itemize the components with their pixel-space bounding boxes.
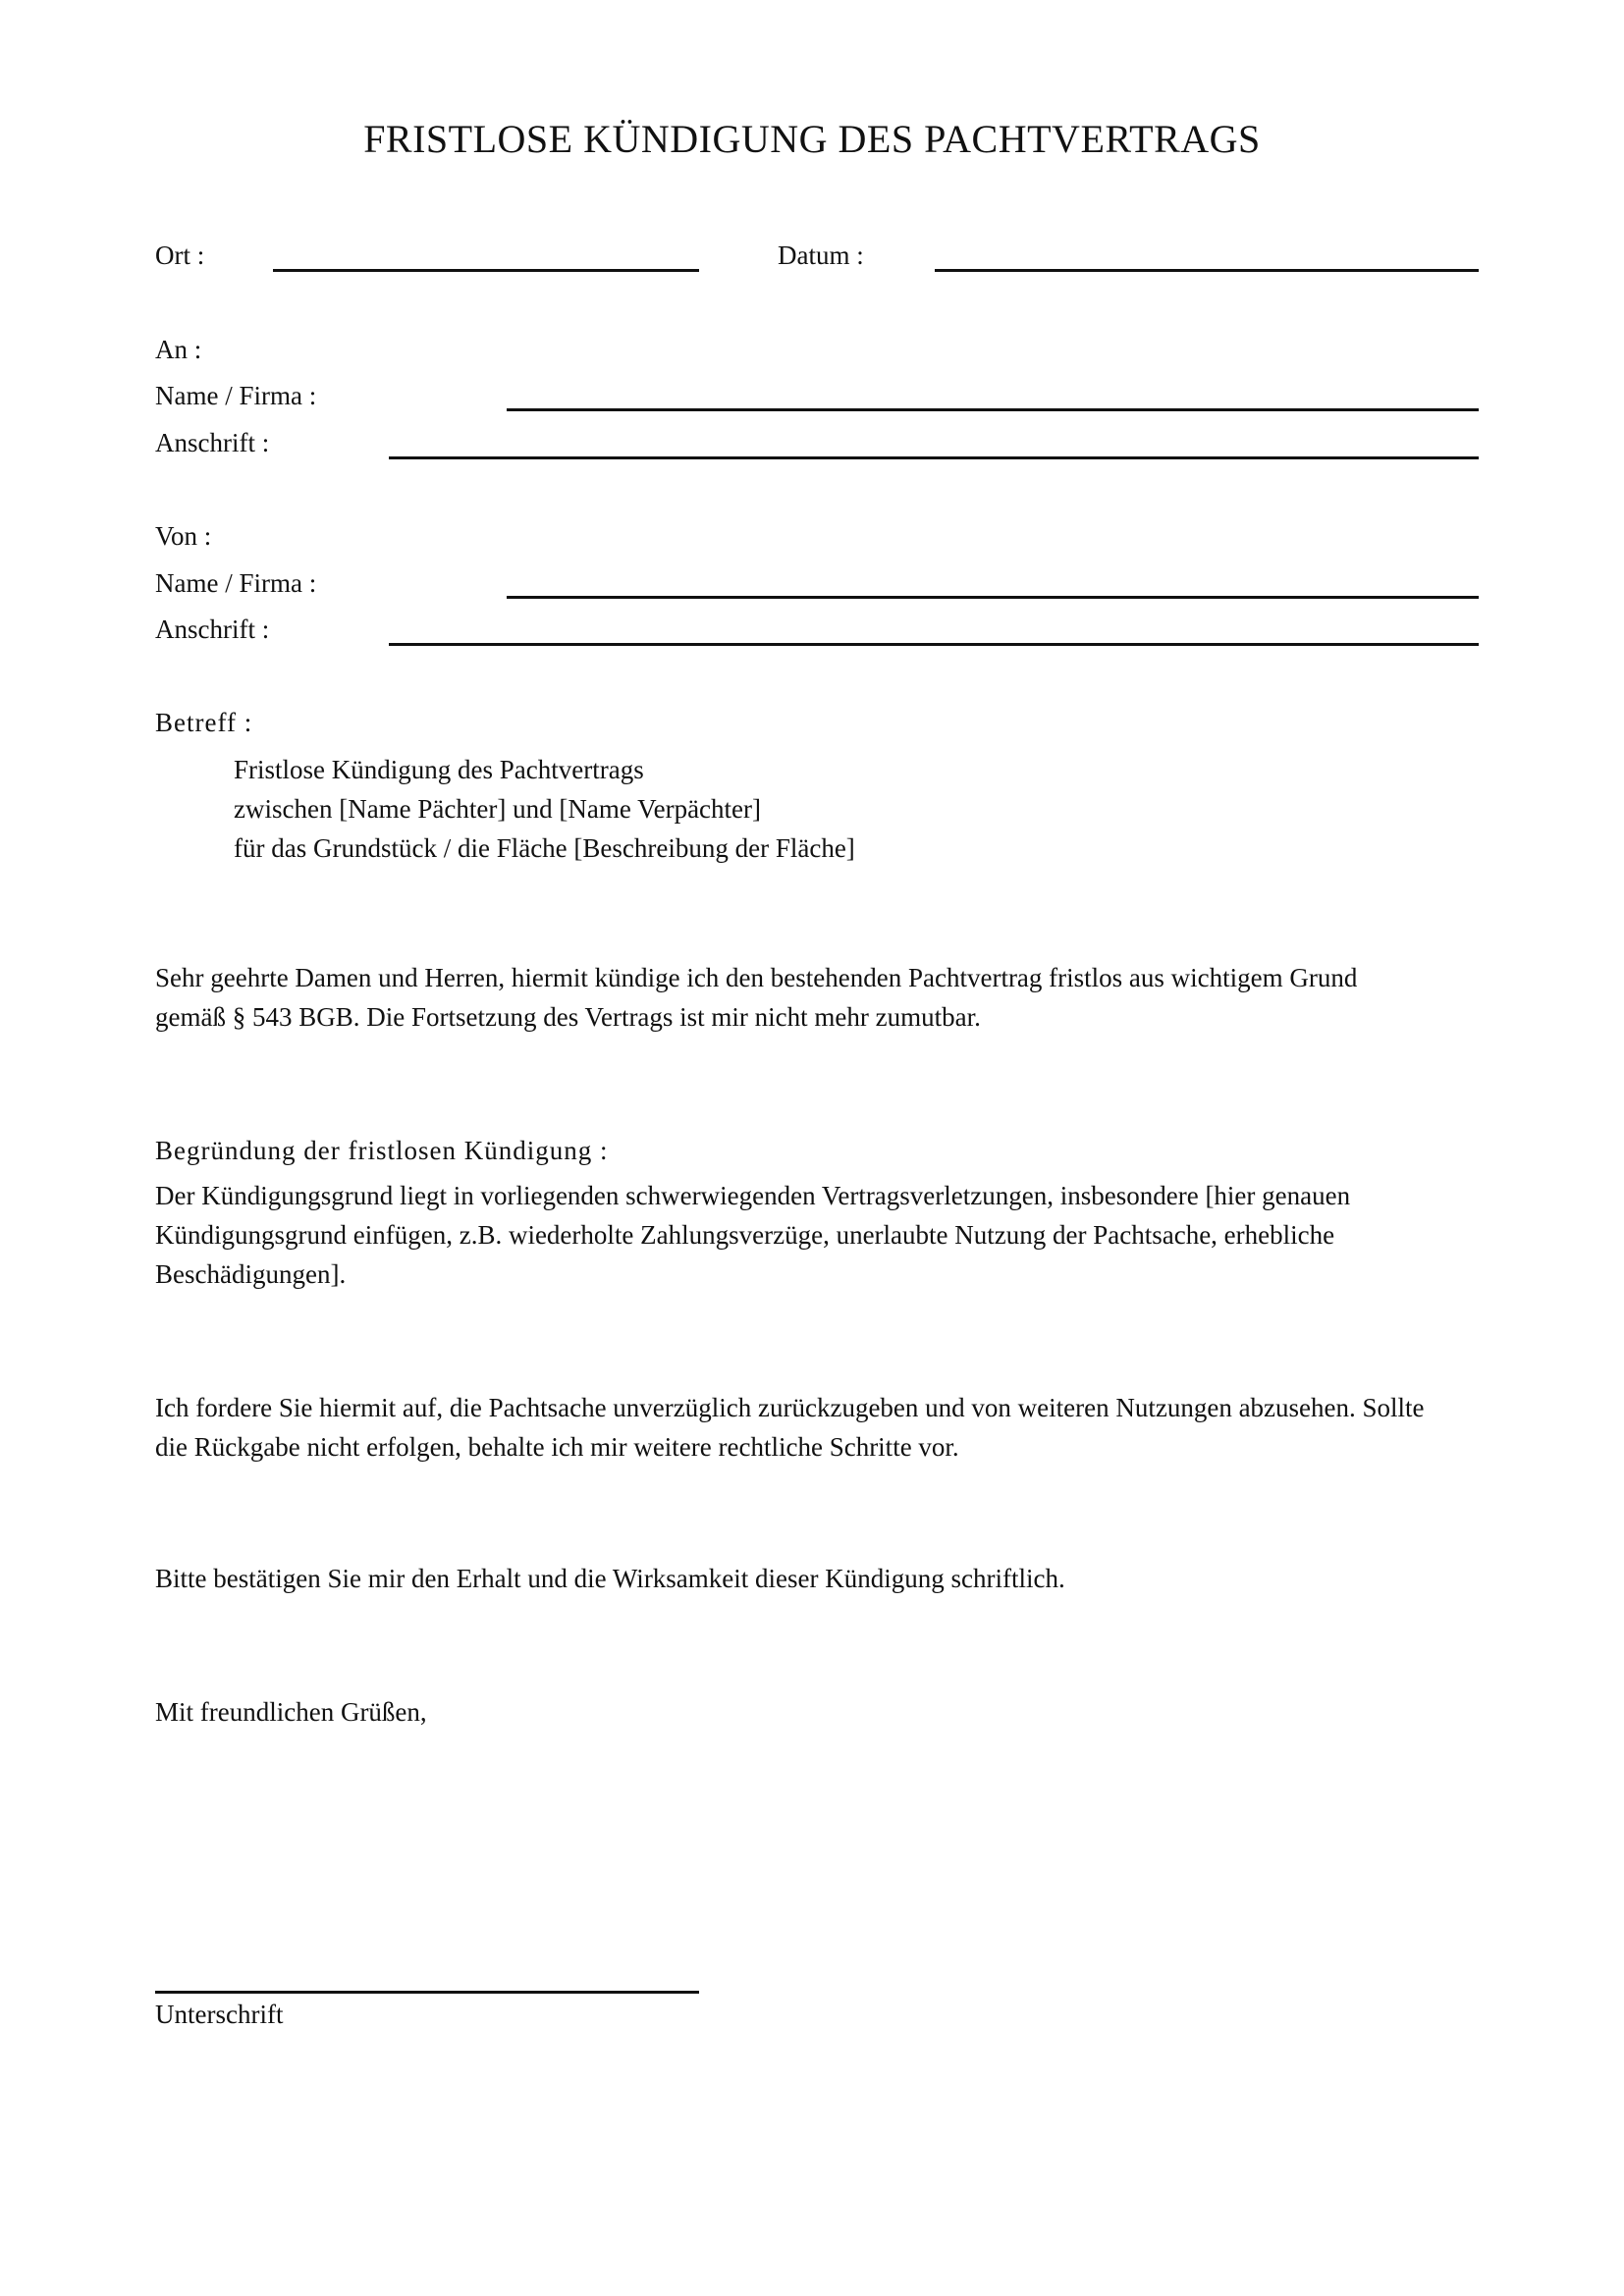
intro-paragraph bbox=[155, 958, 1490, 1037]
paragraph-line: Ich fordere Sie hiermit auf, die Pachtsache unverzüglich zurückzugeben und von weiteren Nutzungen abzusehen. Sollte bbox=[155, 1393, 1425, 1422]
reason-paragraph bbox=[155, 1176, 1490, 1294]
sender-address-label: Anschrift : bbox=[155, 614, 270, 644]
reason-heading: Begründung der fristlosen Kündigung : bbox=[155, 1136, 609, 1165]
sender-address-field[interactable] bbox=[389, 643, 1479, 646]
subject-heading: Betreff : bbox=[155, 708, 253, 737]
date-label: Datum : bbox=[778, 240, 864, 270]
recipient-address-label: Anschrift : bbox=[155, 428, 270, 457]
paragraph-line: die Rückgabe nicht erfolgen, behalte ich mir weitere rechtliche Schritte vor. bbox=[155, 1432, 959, 1462]
confirmation-text: Bitte bestätigen Sie mir den Erhalt und die Wirksamkeit dieser Kündigung schriftlich. bbox=[155, 1564, 1065, 1593]
place-label: Ort : bbox=[155, 240, 205, 270]
date-field[interactable] bbox=[935, 269, 1479, 272]
subject-line: für das Grundstück / die Fläche [Beschreibung der Fläche] bbox=[234, 833, 855, 863]
demand-paragraph bbox=[155, 1388, 1490, 1467]
sender-heading: Von : bbox=[155, 521, 212, 551]
paragraph-line: gemäß § 543 BGB. Die Fortsetzung des Vertrags ist mir nicht mehr zumutbar. bbox=[155, 1002, 981, 1032]
recipient-name-label: Name / Firma : bbox=[155, 381, 317, 410]
sender-name-field[interactable] bbox=[507, 596, 1479, 599]
document-title: FRISTLOSE KÜNDIGUNG DES PACHTVERTRAGS bbox=[363, 117, 1261, 161]
sender-name-label: Name / Firma : bbox=[155, 568, 317, 598]
paragraph-line: Beschädigungen]. bbox=[155, 1259, 347, 1289]
signature-label: Unterschrift bbox=[155, 2000, 284, 2029]
subject-line: Fristlose Kündigung des Pachtvertrags bbox=[234, 755, 644, 784]
paragraph-line: Kündigungsgrund einfügen, z.B. wiederholte Zahlungsverzüge, unerlaubte Nutzung der Pachtsache, erhebliche bbox=[155, 1220, 1335, 1250]
closing-text: Mit freundlichen Grüßen, bbox=[155, 1697, 427, 1727]
paragraph-line: Der Kündigungsgrund liegt in vorliegenden schwerwiegenden Vertragsverletzungen, insbesondere [hier genauen bbox=[155, 1181, 1351, 1210]
signature-line[interactable] bbox=[155, 1991, 699, 1994]
recipient-heading: An : bbox=[155, 335, 202, 364]
paragraph-line: Sehr geehrte Damen und Herren, hiermit kündige ich den bestehenden Pachtvertrag fristlos aus wichtigem Grund bbox=[155, 963, 1358, 992]
subject-line: zwischen [Name Pächter] und [Name Verpächter] bbox=[234, 794, 762, 824]
recipient-address-field[interactable] bbox=[389, 456, 1479, 459]
recipient-name-field[interactable] bbox=[507, 408, 1479, 411]
place-field[interactable] bbox=[273, 269, 699, 272]
